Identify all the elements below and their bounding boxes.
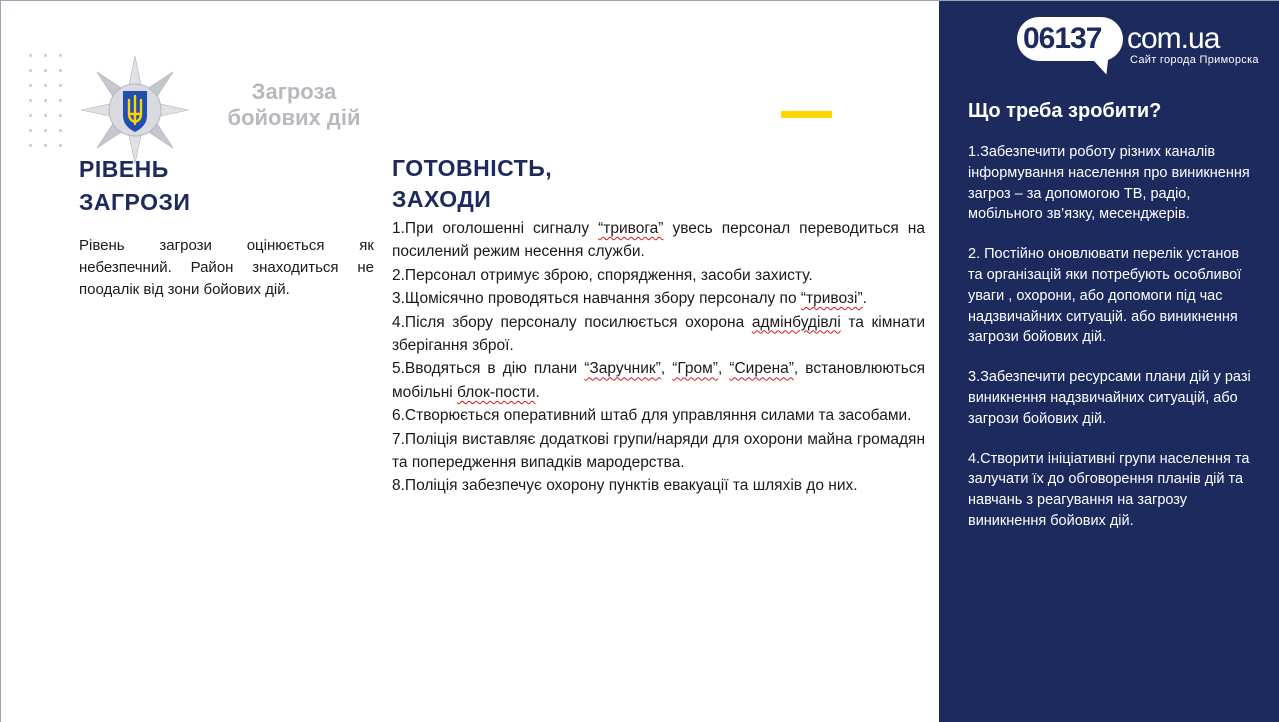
measure-text: 4.Після збору персоналу посилюється охорона <box>392 313 752 331</box>
decoration-dot <box>29 144 32 147</box>
decoration-dot <box>59 114 62 117</box>
measure-text: , <box>717 360 730 378</box>
dot-grid-decoration <box>29 54 65 156</box>
level-heading <box>79 153 190 219</box>
measure-text: . <box>535 383 540 401</box>
readiness-heading-line: ЗАХОДИ <box>392 186 492 212</box>
measure-term: адмінбудівлі <box>751 313 841 331</box>
decoration-dot <box>59 99 62 102</box>
measure-text: , встановлюються мобільні <box>392 360 925 401</box>
measure-item <box>392 217 925 264</box>
measure-text: увесь персонал переводиться на посилений режим несення служби. <box>392 220 925 261</box>
decoration-dot <box>59 54 62 57</box>
sidebar-action-list <box>968 142 1256 551</box>
measure-item <box>392 287 925 310</box>
level-description: Рівень загрози оцінюється як небезпечний. Район знаходиться не поодалік від зони бойових дій. <box>79 237 374 298</box>
sidebar-action-item: 3.Забезпечити ресурсами плани дій у разі виникнення надзвичайних ситуацій, або загрози бойових дій. <box>968 369 1251 427</box>
sidebar-action-item: 2. Постійно оновлювати перелік установ та організацій яки потребують особливої уваги , охорони, або допомоги під час надзвичайних ситуацій. або виникнення загрози бойових дій. <box>968 246 1242 346</box>
measure-text: 5.Вводяться в дію плани <box>392 360 585 378</box>
measure-term: “тривога” <box>598 220 664 237</box>
decoration-dot <box>59 129 62 132</box>
decoration-dot <box>29 69 32 72</box>
decoration-dot <box>29 84 32 87</box>
measure-item: 8.Поліція забезпечує охорону пунктів евакуації та шляхів до них. <box>392 477 858 495</box>
decoration-dot <box>29 99 32 102</box>
decoration-dot <box>44 114 47 117</box>
police-star-emblem-icon <box>79 54 191 166</box>
decoration-dot <box>29 129 32 132</box>
measure-term: “Заручник” <box>584 360 661 378</box>
measure-text: 3.Щомісячно проводяться навчання збору персоналу по <box>392 290 801 308</box>
decoration-dot <box>59 84 62 87</box>
measure-term: “тривозі” <box>800 290 863 308</box>
measure-term: блок-пости <box>457 383 536 401</box>
level-heading-line: ЗАГРОЗИ <box>79 189 191 215</box>
readiness-heading-line: ГОТОВНІСТЬ, <box>392 155 553 181</box>
decoration-dot <box>44 54 47 57</box>
sidebar-action-item: 1.Забезпечити роботу різних каналів інформування населення про виникнення загроз – за допомогою ТВ, радіо, мобільного зв’язку, месенджерів. <box>968 144 1250 223</box>
decoration-dot <box>44 99 47 102</box>
measure-text: . <box>862 290 867 308</box>
measure-term: “Гром” <box>672 360 718 378</box>
logo-number: 06137 <box>1023 22 1102 55</box>
measure-text: , <box>660 360 673 378</box>
accent-bar <box>781 111 832 118</box>
readiness-heading <box>392 153 552 215</box>
measure-term: “Сирена” <box>729 360 794 378</box>
logo-subtitle: Сайт города Приморска <box>1130 54 1259 66</box>
decoration-dot <box>29 54 32 57</box>
measure-item: 2.Персонал отримує зброю, спорядження, засоби захисту. <box>392 266 813 284</box>
decoration-dot <box>59 69 62 72</box>
decoration-dot <box>29 114 32 117</box>
measure-item <box>392 311 925 358</box>
sidebar-action-item: 4.Створити ініціативні групи населення та залучати їх до обговорення планів дій та навчань з реагування на загрозу виникнення бойових дій. <box>968 450 1250 529</box>
measure-item <box>392 357 925 404</box>
measure-text: та кімнати зберігання зброї. <box>392 313 925 355</box>
threat-title: Загроза бойових дій <box>227 79 361 130</box>
decoration-dot <box>59 144 62 147</box>
decoration-dot <box>44 144 47 147</box>
measure-text: 1.При оголошенні сигналу <box>392 220 599 237</box>
decoration-dot <box>44 129 47 132</box>
site-logo[interactable] <box>1017 17 1265 77</box>
decoration-dot <box>44 69 47 72</box>
measure-item: 6.Створюється оперативний штаб для управляння силами та засобами. <box>392 407 912 425</box>
logo-domain: com.ua <box>1127 22 1220 55</box>
sidebar-title: Що треба зробити? <box>968 100 1162 122</box>
measure-item: 7.Поліція виставляє додаткові групи/наряди для охорони майна громадян та попередження випадків мародерства. <box>392 430 925 472</box>
measures-list <box>392 217 925 498</box>
decoration-dot <box>44 84 47 87</box>
level-heading-line: РІВЕНЬ <box>79 156 169 182</box>
